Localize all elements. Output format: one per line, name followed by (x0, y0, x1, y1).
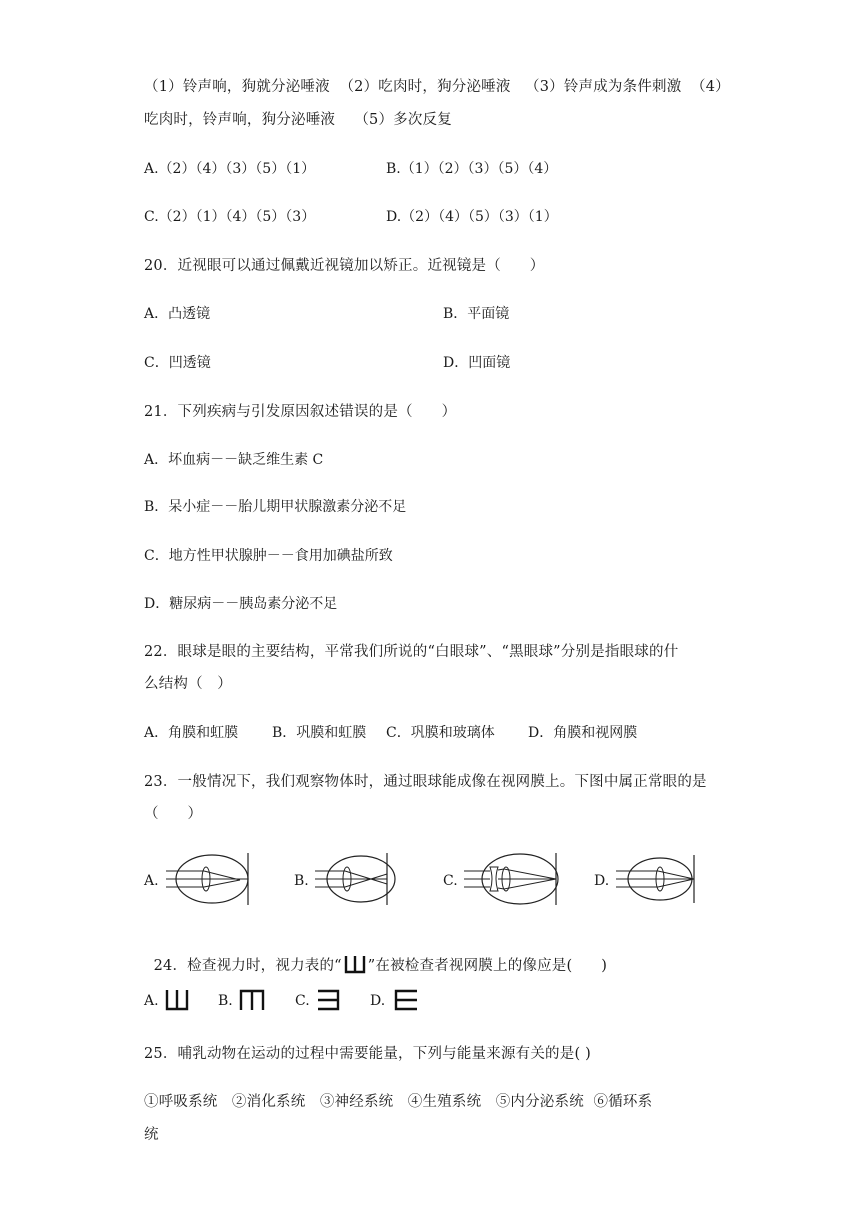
eye-diagram-b (313, 850, 405, 908)
q24-stem-before: 24．检查视力时，视力表的“ (153, 958, 342, 974)
e-symbol-left-icon (316, 988, 342, 1012)
e-chart-symbol-icon (344, 954, 366, 980)
q23-option-b-label: B. (294, 873, 309, 889)
q23-option-a-label: A. (144, 873, 159, 889)
q24-option-a-label: A. (144, 993, 159, 1009)
q25-items-line2: 统 (144, 1127, 159, 1143)
q19-items-line2: 吃肉时，铃声响，狗分泌唾液 （5）多次反复 (144, 112, 452, 128)
q23-stem-line2: （ ） (144, 806, 203, 822)
eye-diagram-d (614, 850, 706, 908)
q21-option-a: A．坏血病－－缺乏维生素 C (144, 452, 324, 468)
q24-option-d-label: D. (370, 993, 386, 1009)
q22-option-c: C．巩膜和玻璃体 (386, 725, 495, 741)
q23-stem-line1: 23．一般情况下，我们观察物体时，通过眼球能成像在视网膜上。下图中属正常眼的是 (144, 774, 707, 790)
q19-option-d: D.（2）（4）（5）（3）（1） (386, 209, 558, 225)
q21-stem: 21．下列疾病与引发原因叙述错误的是（ ） (144, 404, 457, 420)
q21-option-b: B．呆小症－－胎儿期甲状腺激素分泌不足 (144, 499, 407, 515)
eye-diagram-a (164, 850, 256, 908)
q25-stem: 25．哺乳动物在运动的过程中需要能量，下列与能量来源有关的是( ) (144, 1046, 591, 1062)
q21-option-d: D．糖尿病－－胰岛素分泌不足 (144, 596, 338, 612)
q22-stem-line2: 么结构（ ） (144, 676, 232, 692)
q23-option-c-label: C. (443, 873, 458, 889)
q24-option-b-label: B. (218, 993, 233, 1009)
q19-option-b: B.（1）（2）（3）（5）（4） (386, 161, 558, 177)
e-symbol-right-icon (391, 988, 419, 1012)
q20-option-a: A．凸透镜 (144, 306, 211, 322)
q19-items-line1: （1）铃声响，狗就分泌唾液 （2）吃肉时，狗分泌唾液 （3）铃声成为条件刺激 （4） (144, 79, 730, 95)
q20-option-b: B．平面镜 (443, 306, 510, 322)
q20-option-d: D．凹面镜 (443, 355, 511, 371)
q24-stem (144, 934, 607, 980)
e-symbol-up-icon (164, 988, 190, 1012)
q22-option-b: B．巩膜和虹膜 (272, 725, 367, 741)
q23-option-d-label: D. (594, 873, 610, 889)
q22-stem-line1: 22．眼球是眼的主要结构，平常我们所说的“白眼球”、“黑眼球”分别是指眼球的什 (144, 644, 679, 660)
eye-diagram-c (462, 850, 562, 908)
e-symbol-down-icon (238, 988, 266, 1012)
q20-option-c: C．凹透镜 (144, 355, 211, 371)
q19-option-c: C.（2）（1）（4）（5）（3） (144, 209, 316, 225)
q24-stem-after: ”在被检查者视网膜上的像应是( ) (367, 958, 608, 974)
q20-stem: 20．近视眼可以通过佩戴近视镜加以矫正。近视镜是（ ） (144, 258, 545, 274)
q22-option-d: D．角膜和视网膜 (528, 725, 638, 741)
q21-option-c: C．地方性甲状腺肿－－食用加碘盐所致 (144, 548, 393, 564)
q24-option-c-label: C. (295, 993, 310, 1009)
q22-option-a: A．角膜和虹膜 (144, 725, 239, 741)
q25-items-line1: ①呼吸系统 ②消化系统 ③神经系统 ④生殖系统 ⑤内分泌系统 ⑥循环系 (144, 1094, 653, 1110)
q19-option-a: A.（2）（4）（3）（5）（1） (144, 161, 316, 177)
